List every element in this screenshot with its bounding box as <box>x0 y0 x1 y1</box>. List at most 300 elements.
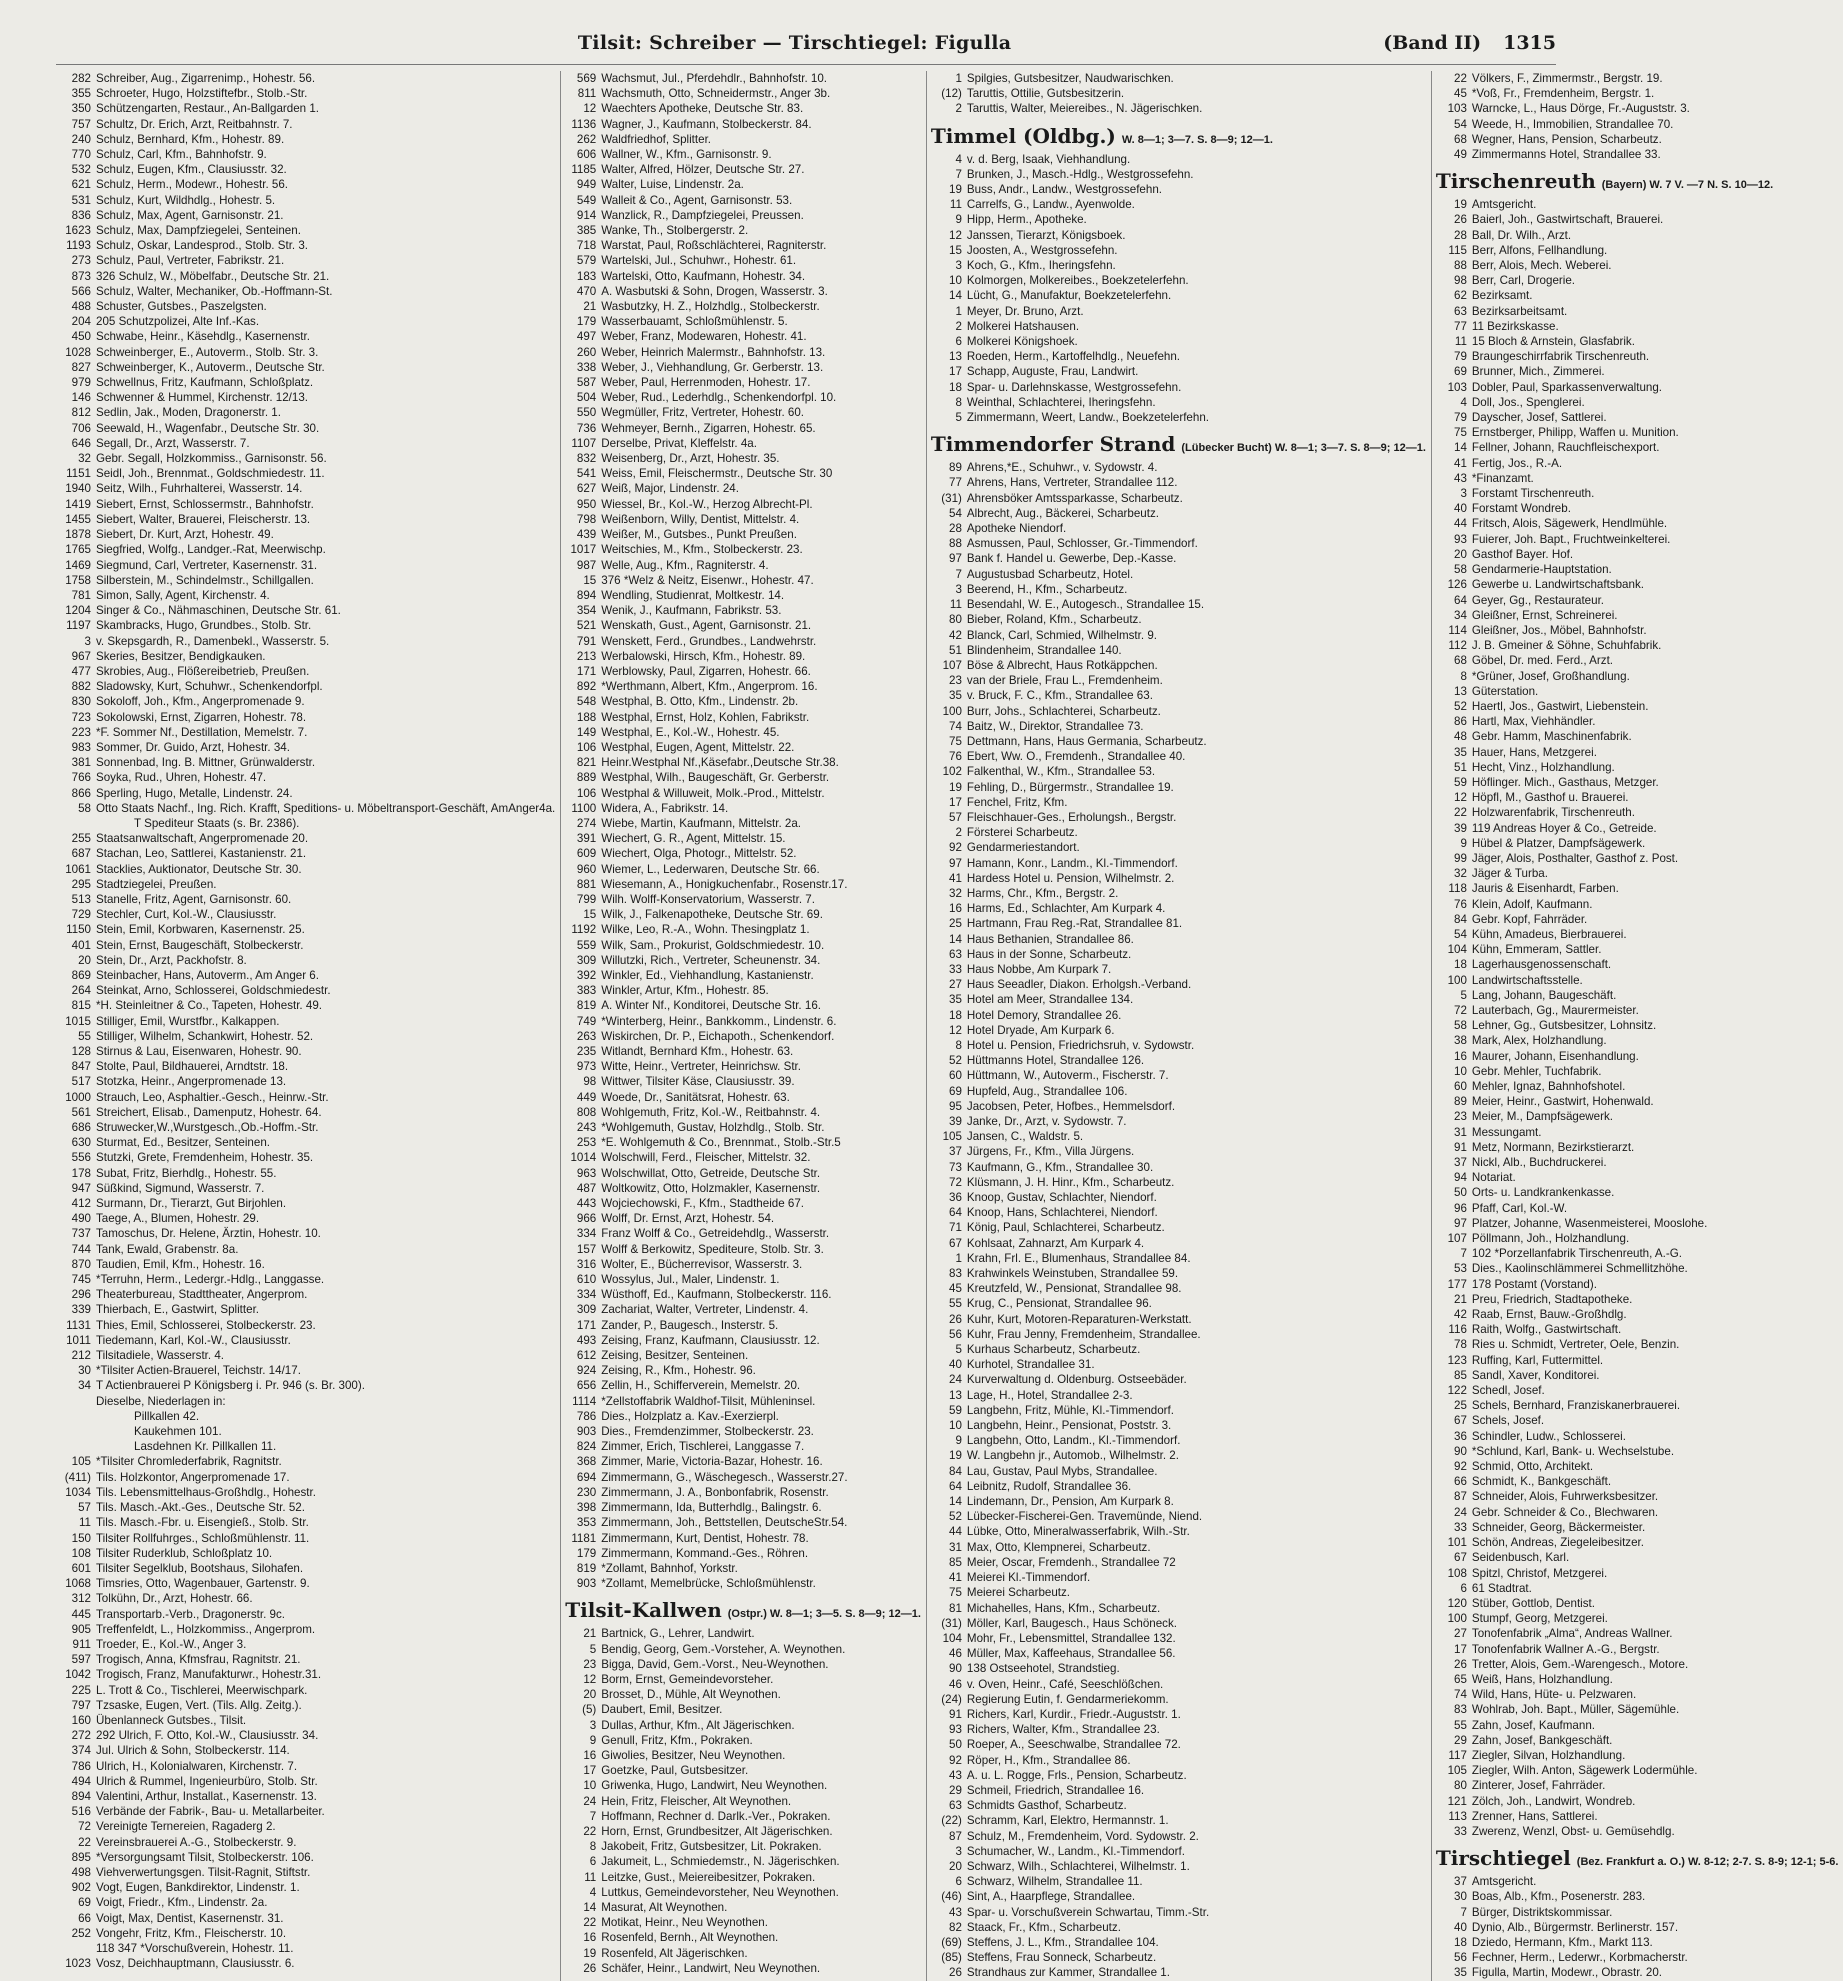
subscriber-entry: Sokoloff, Joh., Kfm., Angerpromenade 9. <box>96 695 305 709</box>
list-item <box>931 182 1426 197</box>
subscriber-entry: Schels, Josef. <box>1471 1414 1545 1428</box>
phone-number: 49 <box>1454 148 1467 162</box>
phone-number: 924 <box>576 1364 597 1378</box>
phone-number <box>60 1409 96 1424</box>
phone-number: 1455 <box>65 512 91 526</box>
phone-number: 33 <box>1454 1520 1467 1534</box>
phone-number: 16 <box>583 1748 597 1762</box>
phone-number: 42 <box>949 628 962 642</box>
list-item <box>931 992 1426 1007</box>
list-item <box>60 329 555 344</box>
subscriber-entry: Genull, Fritz, Kfm., Pokraken. <box>601 1733 753 1747</box>
phone-number: 188 <box>576 710 597 724</box>
list-item <box>60 1743 555 1758</box>
list-item <box>565 740 921 755</box>
phone-number: 11 <box>949 598 962 612</box>
subscriber-entry: Luttkus, Gemeindevorsteher, Neu Weynothen. <box>601 1885 839 1899</box>
list-item <box>565 983 921 998</box>
list-item <box>1436 1109 1839 1124</box>
subscriber-entry: Hübel & Platzer, Dampfsägewerk. <box>1471 836 1646 850</box>
subscriber-entry: v. d. Berg, Isaak, Viehhandlung. <box>966 152 1131 166</box>
phone-number: 179 <box>576 1546 597 1560</box>
list-item <box>1436 1246 1839 1261</box>
phone-number: 1192 <box>571 923 597 937</box>
list-item <box>565 1809 921 1824</box>
subscriber-entry: Skrobies, Aug., Flößereibetrieb, Preußen. <box>96 664 310 678</box>
list-item <box>931 212 1426 227</box>
phone-number: 55 <box>78 1029 91 1043</box>
subscriber-entry: Lehner, Gg., Gutsbesitzer, Lohnsitz. <box>1471 1019 1657 1033</box>
phone-number: 7 <box>589 1809 597 1823</box>
list-item <box>931 1905 1426 1920</box>
subscriber-entry: Schützengarten, Restaur., An-Ballgarden 1. <box>96 102 319 116</box>
subscriber-entry: Dobler, Paul, Sparkassenverwaltung. <box>1471 380 1663 394</box>
phone-number: 68 <box>1454 654 1467 668</box>
list-item <box>931 1631 1426 1646</box>
phone-number: 85 <box>949 1555 962 1569</box>
subscriber-entry: Mark, Alex, Holzhandlung. <box>1471 1034 1607 1048</box>
subscriber-entry: Schwabe, Heinr., Käsehdlg., Kasernenstr. <box>96 330 310 344</box>
subscriber-entry: 178 Postamt (Vorstand). <box>1471 1277 1597 1291</box>
phone-number: 43 <box>949 1905 962 1919</box>
list-item <box>60 770 555 785</box>
subscriber-entry: Roeper, A., Seeschwalbe, Strandallee 72. <box>966 1738 1181 1752</box>
list-item <box>931 1813 1426 1828</box>
subscriber-entry: Schulz, Paul, Vertreter, Fabrikstr. 21. <box>96 254 285 268</box>
phone-number: 559 <box>576 938 597 952</box>
phone-number: 1 <box>955 1251 962 1265</box>
list-item <box>931 1920 1426 1935</box>
phone-number: 770 <box>71 148 91 162</box>
list-item <box>565 436 921 451</box>
subscriber-entry: Weitschies, M., Kfm., Stolbeckerstr. 23. <box>601 543 803 557</box>
phone-number: (22) <box>941 1814 962 1828</box>
phone-number: 549 <box>576 193 597 207</box>
phone-number: 56 <box>1454 1951 1467 1965</box>
subscriber-entry: Winkler, Artur, Kfm., Hohestr. 85. <box>601 984 769 998</box>
subscriber-entry: Orts- u. Landkrankenkasse. <box>1471 1186 1615 1200</box>
phone-number: 45 <box>1454 87 1467 101</box>
phone-number: 260 <box>576 345 597 359</box>
subscriber-entry: Zahn, Josef, Kaufmann. <box>1471 1718 1595 1732</box>
phone-number: 339 <box>71 1303 91 1317</box>
subscriber-entry: Willutzki, Rich., Vertreter, Scheunenstr. 34. <box>601 953 821 967</box>
phone-number: 22 <box>583 1824 597 1838</box>
list-item <box>565 1257 921 1272</box>
subscriber-entry: Preu, Friedrich, Stadtapotheke. <box>1471 1292 1633 1306</box>
list-item <box>931 197 1426 212</box>
subscriber-entry: Wachsmut, Jul., Pferdehdlr., Bahnhofstr. 10. <box>601 72 828 85</box>
phone-number: 64 <box>1454 593 1467 607</box>
list-item <box>60 1850 555 1865</box>
phone-number: 29 <box>949 1783 962 1797</box>
place-name: Tirschenreuth <box>1435 169 1596 194</box>
phone-number: 77 <box>949 476 962 490</box>
phone-number: 17 <box>1454 1642 1467 1656</box>
list-item <box>60 1074 555 1089</box>
phone-number: 12 <box>949 228 962 242</box>
subscriber-entry: Langbehn, Fritz, Mühle, Kl.-Timmendorf. <box>966 1403 1174 1417</box>
list-item <box>60 1941 555 1956</box>
phone-number: 7 <box>955 167 962 181</box>
list-item <box>565 649 921 664</box>
subscriber-entry: Sokolowski, Ernst, Zigarren, Hohestr. 78. <box>96 710 307 724</box>
subscriber-entry: Hamann, Konr., Landm., Kl.-Timmendorf. <box>966 856 1178 870</box>
phone-number: 25 <box>1454 1399 1467 1413</box>
subscriber-entry: Fleischhauer-Ges., Erholungsh., Bergstr. <box>966 810 1177 824</box>
subscriber-entry: Schels, Bernhard, Franziskanerbrauerei. <box>1471 1399 1681 1413</box>
subscriber-entry: Wojciechowski, F., Kfm., Stadtheide 67. <box>601 1197 805 1211</box>
list-item <box>60 177 555 192</box>
phone-number: 252 <box>71 1926 91 1940</box>
list-item <box>60 1272 555 1287</box>
phone-number: 34 <box>78 1379 91 1393</box>
phone-number: 149 <box>576 725 597 739</box>
phone-number: 967 <box>71 649 91 663</box>
list-item <box>565 1702 921 1717</box>
phone-number: 983 <box>71 740 91 754</box>
subscriber-entry: Steffens, J. L., Kfm., Strandallee 104. <box>966 1935 1159 1949</box>
phone-number: 498 <box>71 1865 91 1879</box>
phone-number: 90 <box>949 1662 962 1676</box>
phone-number: 449 <box>576 1090 597 1104</box>
subscriber-entry: Jürgens, Fr., Kfm., Villa Jürgens. <box>966 1145 1135 1159</box>
phone-number: 903 <box>576 1577 597 1591</box>
subscriber-entry: A. Winter Nf., Konditorei, Deutsche Str. 16. <box>601 999 821 1013</box>
list-item <box>565 1424 921 1439</box>
phone-number: 587 <box>576 376 597 390</box>
list-item <box>60 938 555 953</box>
subscriber-entry: Schmidts Gasthof, Scharbeutz. <box>966 1799 1127 1813</box>
list-item <box>60 588 555 603</box>
list-item <box>931 536 1426 551</box>
list-item <box>931 1950 1426 1965</box>
subscriber-entry: Weißer, M., Gutsbes., Punkt Preußen. <box>601 528 797 542</box>
phone-number: 9 <box>1460 836 1467 850</box>
subscriber-entry: Stein, Ernst, Baugeschäft, Stolbeckerstr. <box>96 938 304 952</box>
phone-number: 53 <box>1454 1262 1467 1276</box>
subscriber-entry: Sturmat, Ed., Besitzer, Senteinen. <box>96 1136 270 1150</box>
phone-number: 160 <box>71 1713 91 1727</box>
subscriber-entry: Rosenfeld, Bernh., Alt Weynothen. <box>601 1931 779 1945</box>
phone-number: 799 <box>576 892 597 906</box>
subscriber-entry: *Schlund, Karl, Bank- u. Wechselstube. <box>1471 1444 1675 1458</box>
list-item <box>931 977 1426 992</box>
list-item <box>931 658 1426 673</box>
subscriber-entry: Troeder, E., Kol.-W., Anger 3. <box>96 1637 247 1651</box>
list-item <box>60 193 555 208</box>
list-item <box>1436 851 1839 866</box>
subscriber-entry: *F. Sommer Nf., Destillation, Memelstr. 7. <box>96 725 308 739</box>
subscriber-entry: Schmeil, Friedrich, Strandallee 16. <box>966 1783 1145 1797</box>
subscriber-entry: Vereinsbrauerei A.-G., Stolbeckerstr. 9. <box>96 1835 297 1849</box>
phone-number: 42 <box>1454 1308 1467 1322</box>
list-item <box>60 1789 555 1804</box>
subscriber-entry: Wiskirchen, Dr. P., Eichapoth., Schenkendorf. <box>601 1029 835 1043</box>
subscriber-entry: Müller, Max, Kaffeehaus, Strandallee 56. <box>966 1647 1176 1661</box>
subscriber-entry: Schneider, Alois, Fuhrwerksbesitzer. <box>1471 1490 1659 1504</box>
phone-number: 1 <box>955 72 962 85</box>
subscriber-entry: Langbehn, Otto, Landm., Kl.-Timmendorf. <box>966 1434 1181 1448</box>
list-item <box>931 901 1426 916</box>
subscriber-entry: *Tilsiter Chromlederfabrik, Ragnitstr. <box>96 1455 282 1469</box>
subscriber-entry: Übenlanneck Gutsbes., Tilsit. <box>96 1713 247 1727</box>
phone-number: 24 <box>1454 1505 1467 1519</box>
phone-number: 52 <box>949 1510 962 1524</box>
subscriber-entry: Singer & Co., Nähmaschinen, Deutsche Str. 61. <box>96 604 341 618</box>
subscriber-entry: Richers, Karl, Kurdir., Friedr.-Auguststr. 1. <box>966 1707 1181 1721</box>
phone-number: 4 <box>589 1885 597 1899</box>
list-item <box>60 953 555 968</box>
phone-number: 815 <box>71 999 91 1013</box>
phone-number: 27 <box>1454 1627 1467 1641</box>
subscriber-entry: Stutzki, Grete, Fremdenheim, Hohestr. 35. <box>96 1151 314 1165</box>
list-item <box>565 862 921 877</box>
list-item <box>1436 1474 1839 1489</box>
subscriber-entry: Weinthal, Schlachterei, Iheringsfehn. <box>966 395 1156 409</box>
phone-number: 824 <box>576 1440 597 1454</box>
subscriber-entry: Werbalowski, Hirsch, Kfm., Hohestr. 89. <box>601 649 806 663</box>
phone-number: 316 <box>576 1257 597 1271</box>
list-item <box>565 1642 921 1657</box>
phone-number: 569 <box>576 72 597 85</box>
phone-number: 1136 <box>571 117 597 131</box>
subscriber-entry: Wittwer, Tilsiter Käse, Clausiusstr. 39. <box>601 1075 795 1089</box>
subscriber-entry: Schreiber, Aug., Zigarrenimp., Hohestr. 56. <box>96 72 316 85</box>
list-item <box>1436 1889 1839 1904</box>
subscriber-entry: Soyka, Rud., Uhren, Hohestr. 47. <box>96 771 267 785</box>
list-item <box>565 770 921 785</box>
subscriber-entry: Hotel am Meer, Strandallee 134. <box>966 993 1134 1007</box>
list-item <box>1436 1550 1839 1565</box>
subscriber-entry: T Spediteur Staats (s. Br. 2386). <box>134 816 300 830</box>
phone-number: 15 <box>583 573 597 587</box>
phone-number: 43 <box>949 1768 962 1782</box>
subscriber-entry: Janke, Dr., Arzt, v. Sydowstr. 7. <box>966 1115 1127 1128</box>
subscriber-entry: Janssen, Tierarzt, Königsboek. <box>966 228 1126 242</box>
subscriber-entry: W. Langbehn jr., Automob., Wilhelmstr. 2. <box>966 1449 1179 1463</box>
phone-number: 18 <box>1454 1935 1467 1949</box>
phone-number: 556 <box>71 1151 91 1165</box>
phone-number: 43 <box>1454 471 1467 485</box>
subscriber-entry: Bürger, Distriktskommissar. <box>1471 1905 1613 1919</box>
phone-number: 566 <box>71 284 91 298</box>
phone-number: 37 <box>949 1145 962 1159</box>
list-item <box>1436 1322 1839 1337</box>
list-item <box>931 1737 1426 1752</box>
phone-number: 104 <box>1447 943 1467 957</box>
list-item <box>1436 1824 1839 1839</box>
phone-number <box>60 1941 96 1956</box>
phone-number: (24) <box>941 1692 962 1706</box>
phone-number <box>60 1424 96 1439</box>
phone-number: 35 <box>1454 745 1467 759</box>
phone-number: 903 <box>576 1425 597 1439</box>
phone-number: 179 <box>576 315 597 329</box>
subscriber-entry: Bezirksarbeitsamt. <box>1471 304 1568 318</box>
list-item <box>1436 1778 1839 1793</box>
subscriber-entry: Horn, Ernst, Grundbesitzer, Alt Jägerischken. <box>601 1824 833 1838</box>
phone-number: 516 <box>71 1805 91 1819</box>
subscriber-entry: Tonofenfabrik „Alma“, Andreas Wallner. <box>1471 1627 1673 1641</box>
subscriber-entry: Bezirksamt. <box>1471 289 1533 303</box>
phone-number: 973 <box>576 1060 597 1074</box>
subscriber-entry: Dullas, Arthur, Kfm., Alt Jägerischken. <box>601 1718 795 1732</box>
subscriber-entry: Zeising, Franz, Kaufmann, Clausiusstr. 12. <box>601 1333 820 1347</box>
list-item <box>931 1357 1426 1372</box>
subscriber-entry: Weiß, Hans, Holzhandlung. <box>1471 1672 1613 1686</box>
list-item <box>1436 1413 1839 1428</box>
phone-number: 99 <box>1454 851 1467 865</box>
subscriber-entry: Tilsitadiele, Wasserstr. 4. <box>96 1349 224 1363</box>
list-item <box>565 147 921 162</box>
phone-number: 52 <box>949 1054 962 1068</box>
phone-number: 9 <box>589 1733 597 1747</box>
phone-number: 646 <box>71 436 91 450</box>
list-item <box>60 968 555 983</box>
phone-number <box>60 816 96 831</box>
subscriber-entry: Zimmermanns Hotel, Strandallee 33. <box>1471 148 1661 162</box>
list-item <box>60 1667 555 1682</box>
list-item <box>60 1774 555 1789</box>
subscriber-entry: Wallner, W., Kfm., Garnisonstr. 9. <box>601 148 772 162</box>
list-item <box>931 1281 1426 1296</box>
phone-number: 1011 <box>66 1333 91 1347</box>
phone-number: 31 <box>949 1540 962 1554</box>
list-item <box>1436 440 1839 455</box>
phone-number: 32 <box>1454 867 1467 881</box>
subscriber-entry: Gendarmerie-Hauptstation. <box>1471 563 1612 577</box>
phone-number: 612 <box>576 1349 597 1363</box>
subscriber-entry: Kreutzfeld, W., Pensionat, Strandallee 98. <box>966 1282 1182 1296</box>
list-item <box>565 253 921 268</box>
subscriber-entry: Schmid, Otto, Architekt. <box>1471 1460 1594 1474</box>
phone-number: 16 <box>583 1931 597 1945</box>
phone-number: 1181 <box>571 1531 597 1545</box>
list-item <box>565 558 921 573</box>
subscriber-entry: Schulz, Oskar, Landesprod., Stolb. Str. 3. <box>96 239 309 253</box>
phone-number: 98 <box>583 1075 597 1089</box>
subscriber-entry: Voigt, Friedr., Kfm., Lindenstr. 2a. <box>96 1896 268 1910</box>
list-item <box>931 749 1426 764</box>
subscriber-entry: Weber, Franz, Modewaren, Hohestr. 41. <box>601 330 807 344</box>
phone-number: 48 <box>1454 730 1467 744</box>
phone-number: 334 <box>576 1288 597 1302</box>
list-item <box>60 1348 555 1363</box>
subscriber-entry: Ahrens, Hans, Vertreter, Strandallee 112. <box>966 476 1178 490</box>
subscriber-entry: *Versorgungsamt Tilsit, Stolbeckerstr. 106. <box>96 1850 314 1864</box>
subscriber-entry: Ruffing, Karl, Futtermittel. <box>1471 1353 1604 1367</box>
list-item <box>1436 957 1839 972</box>
list-item <box>60 1515 555 1530</box>
subscriber-entry: Siebert, Dr. Kurt, Arzt, Hohestr. 49. <box>96 528 274 542</box>
list-item <box>931 1327 1426 1342</box>
subscriber-entry: Pillkallen 42. <box>134 1409 200 1423</box>
subscriber-entry: Meier, Heinr., Gastwirt, Hohenwald. <box>1471 1095 1654 1109</box>
list-item <box>60 1880 555 1895</box>
subscriber-entry: Wenskath, Gust., Agent, Garnisonstr. 21. <box>601 619 812 633</box>
subscriber-entry: Haus Nobbe, Am Kurpark 7. <box>966 962 1112 976</box>
list-item <box>931 1692 1426 1707</box>
phone-number: 21 <box>1454 1292 1467 1306</box>
list-item <box>1436 881 1839 896</box>
subscriber-entry: v. Bruck, F. C., Kfm., Strandallee 63. <box>966 689 1153 703</box>
list-item <box>565 1454 921 1469</box>
list-item <box>1436 988 1839 1003</box>
phone-number: 157 <box>576 1242 597 1256</box>
subscriber-entry: Woede, Dr., Sanitätsrat, Hohestr. 63. <box>601 1090 790 1104</box>
phone-number: 34 <box>1454 608 1467 622</box>
phone-number: 45 <box>949 1282 962 1296</box>
list-item <box>565 1561 921 1576</box>
phone-number: 106 <box>576 740 597 754</box>
list-item <box>565 1287 921 1302</box>
phone-number: 92 <box>949 841 962 855</box>
subscriber-entry: Völkers, F., Zimmermstr., Bergstr. 19. <box>1471 72 1663 85</box>
phone-number: 445 <box>71 1607 91 1621</box>
subscriber-entry: Amtsgericht. <box>1471 1875 1537 1889</box>
subscriber-entry: Giwolies, Besitzer, Neu Weynothen. <box>601 1748 786 1762</box>
phone-number: 873 <box>71 269 91 283</box>
place-hours: (Lübecker Bucht) W. 8—1; 3—7. S. 8—9; 12—1. <box>1181 442 1426 455</box>
list-item <box>931 1114 1426 1129</box>
phone-number: 223 <box>71 725 91 739</box>
list-item <box>931 1266 1426 1281</box>
subscriber-entry: Wachsmuth, Otto, Schneidermstr., Anger 3b. <box>601 87 831 101</box>
phone-number: 1042 <box>65 1668 91 1682</box>
list-item <box>931 1175 1426 1190</box>
subscriber-entry: Raab, Ernst, Bauw.-Großhdlg. <box>1471 1308 1627 1322</box>
subscriber-entry: Wiechert, G. R., Agent, Mittelstr. 15. <box>601 832 786 846</box>
subscriber-entry: Ries u. Schmidt, Vertreter, Oele, Benzin. <box>1471 1338 1680 1352</box>
column-4 <box>1431 71 1843 1981</box>
phone-number: 19 <box>949 183 962 197</box>
subscriber-entry: Dayscher, Josef, Sattlerei. <box>1471 411 1607 425</box>
subscriber-entry: Falkenthal, W., Kfm., Strandallee 53. <box>966 765 1156 779</box>
phone-number: 230 <box>576 1485 597 1499</box>
list-item <box>931 582 1426 597</box>
subscriber-entry: Kaukehmen 101. <box>134 1425 222 1439</box>
list-item <box>931 1494 1426 1509</box>
subscriber-entry: Krahn, Frl. E., Blumenhaus, Strandallee 84. <box>966 1251 1191 1265</box>
phone-number: 3 <box>1460 487 1467 501</box>
list-item <box>60 649 555 664</box>
phone-number: 121 <box>1447 1794 1467 1808</box>
phone-number: 3 <box>589 1718 597 1732</box>
subscriber-entry: Kuhr, Kurt, Motoren-Reparaturen-Werkstatt. <box>966 1312 1192 1326</box>
list-item <box>1436 577 1839 592</box>
phone-number: 477 <box>71 664 91 678</box>
list-item <box>565 1409 921 1424</box>
phone-number: 6 <box>955 335 962 349</box>
list-item <box>565 193 921 208</box>
list-item <box>60 983 555 998</box>
subscriber-entry: Tils. Lebensmittelhaus-Großhdlg., Hohestr. <box>96 1485 316 1499</box>
phone-number: 16 <box>949 902 962 916</box>
subscriber-entry: Vogt, Eugen, Bankdirektor, Lindenstr. 1. <box>96 1881 300 1895</box>
subscriber-entry: v. Skepsgardh, R., Damenbekl., Wasserstr. 5. <box>96 634 330 648</box>
subscriber-entry: Woltkowitz, Otto, Holzmakler, Kasernenstr. <box>601 1181 821 1195</box>
running-head <box>56 32 1556 65</box>
phone-number: 1758 <box>65 573 91 587</box>
subscriber-entry: 205 Schutzpolizei, Alte Inf.-Kas. <box>96 315 260 329</box>
subscriber-entry: A. Wasbutski & Sohn, Drogen, Wasserstr. 3. <box>601 284 828 298</box>
subscriber-entry: Sladowsky, Kurt, Schuhwr., Schenkendorfpl. <box>96 680 323 694</box>
subscriber-entry: Sommer, Dr. Guido, Arzt, Hohestr. 34. <box>96 740 290 754</box>
subscriber-entry: Meierei Scharbeutz. <box>966 1586 1071 1600</box>
subscriber-entry: Schramm, Karl, Elektro, Hermannstr. 1. <box>966 1814 1169 1828</box>
phone-number: 105 <box>942 1130 962 1144</box>
